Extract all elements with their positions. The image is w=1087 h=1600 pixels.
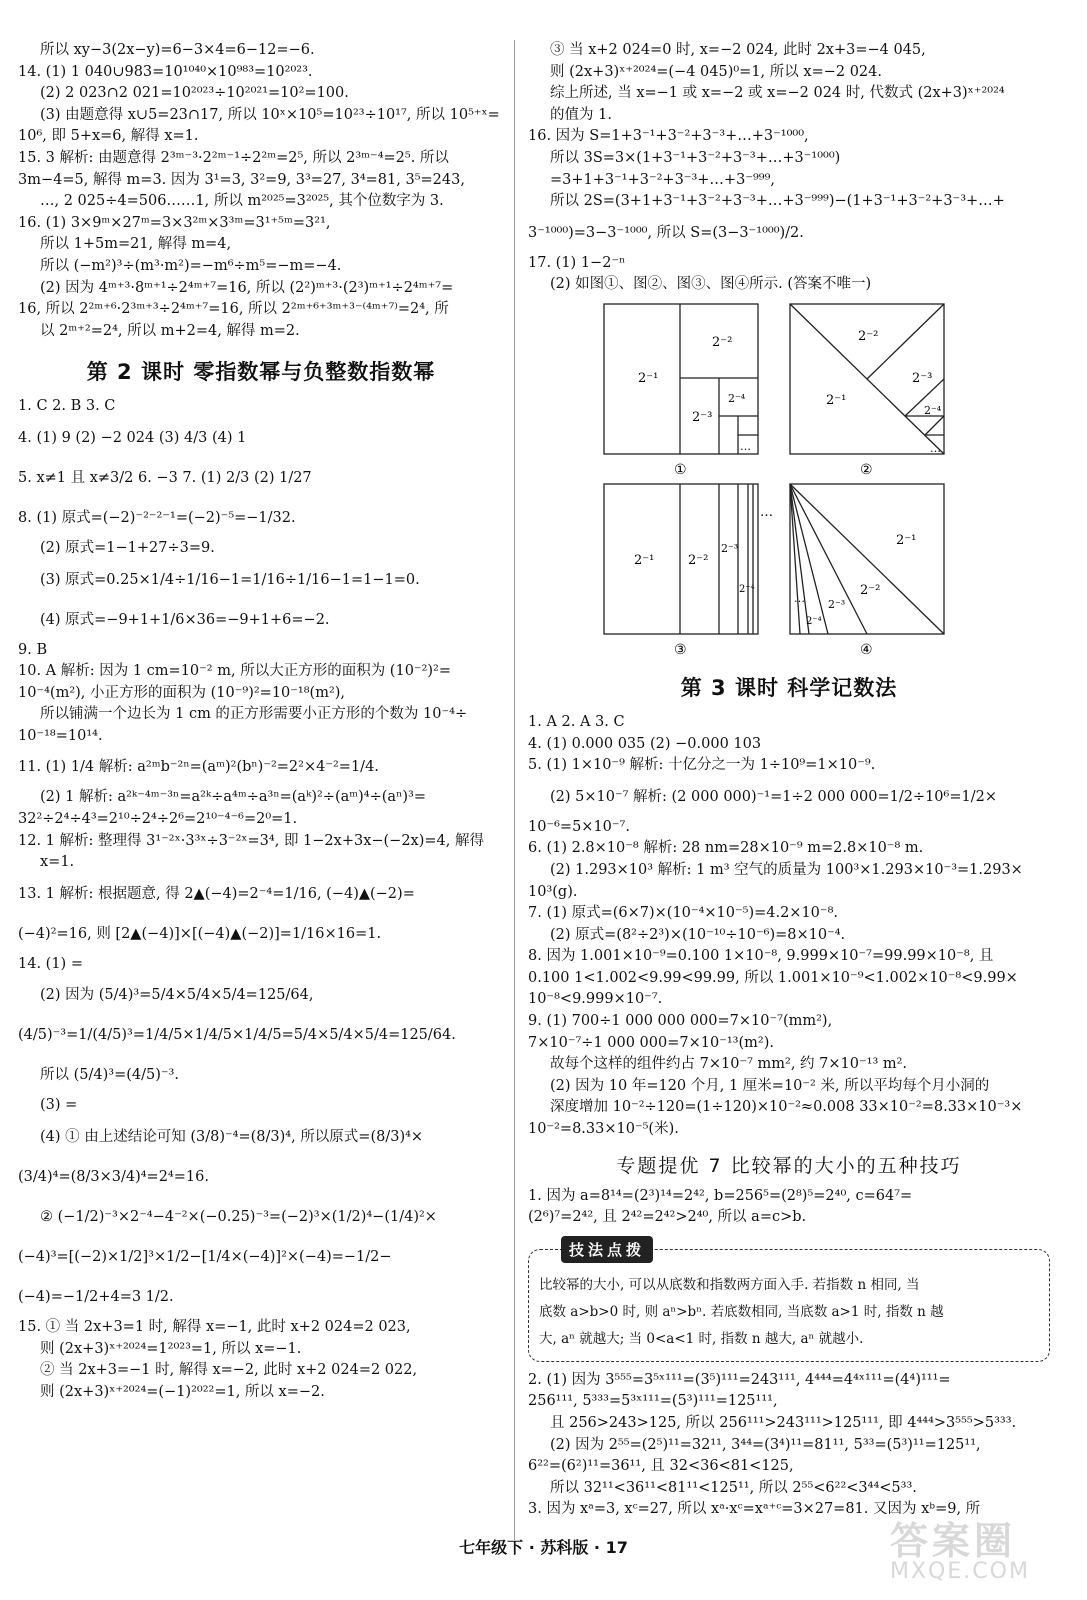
answer-line: 1. A 2. A 3. C xyxy=(528,713,625,730)
answer-line: 2. (1) 因为 3⁵⁵⁵=3⁵ˣ¹¹¹=(3⁵)¹¹¹=243¹¹¹, 4⁴⁴⁴=4⁴ˣ¹¹¹=(4⁴)¹¹¹= xyxy=(528,1371,951,1388)
answer-line: (2) 5×10⁻⁷ 解析: (2 000 000)⁻¹=1÷2 000 000=1/2÷10⁶=1/2× xyxy=(550,788,997,805)
answer-line: 10⁻⁴(m²), 小正方形的面积为 (10⁻⁹)²=10⁻¹⁸(m²), xyxy=(18,684,346,701)
fig2-dots: … xyxy=(930,441,941,455)
answer-line: 1. C 2. B 3. C xyxy=(18,398,116,415)
answer-line: 15. 3 解析: 由题意得 2³ᵐ⁻³·2²ᵐ⁻¹÷2²ᵐ=2⁵, 所以 2³ᵐ⁻⁴=2⁵. 所以 xyxy=(18,149,449,166)
answer-line: (−4)²=16, 则 [2▲(−4)]×[(−4)▲(−2)]=1/16×16=1. xyxy=(18,925,382,942)
answer-line: 16. (1) 3×9ᵐ×27ᵐ=3×3²ᵐ×3³ᵐ=3¹⁺⁵ᵐ=3²¹, xyxy=(18,214,331,231)
fig3-label-sixteenth: 2⁻⁴ xyxy=(739,583,755,595)
answer-line: 17. (1) 1−2⁻ⁿ xyxy=(528,254,626,271)
answer-line: 10³(g). xyxy=(528,883,578,900)
figure-1 xyxy=(604,304,758,454)
topic-heading: 专题提优 7 比较幂的大小的五种技巧 xyxy=(616,1154,962,1177)
figure-4 xyxy=(790,484,944,634)
tip-lines xyxy=(539,1272,1039,1353)
answer-line: 10⁻⁶=5×10⁻⁷. xyxy=(528,818,630,835)
answer-line: 则 (2x+3)ˣ⁺²⁰²⁴=(−1)²⁰²²=1, 所以 x=−2. xyxy=(40,1383,325,1400)
answer-line: 5. x≠1 且 x≠3/2 6. −3 7. (1) 2/3 (2) 1/27 xyxy=(18,469,312,486)
answer-line: 14. (1) = xyxy=(18,955,83,972)
answer-line: (3/4)⁴=(8/3×3/4)⁴=2⁴=16. xyxy=(18,1169,209,1186)
right-answers-middle xyxy=(528,712,1050,1141)
watermark-text: 答案圈 xyxy=(890,1519,1017,1563)
answer-line: (2) 因为 (5/4)³=5/4×5/4×5/4=125/64, xyxy=(40,987,314,1004)
answer-line: 0.100 1<1.002<9.99<99.99, 所以 1.001×10⁻⁹<1.002×10⁻⁸<9.99× xyxy=(528,969,1018,986)
answer-line: 3. 因为 xᵃ=3, xᶜ=27, 所以 xᵃ·xᶜ=xᵃ⁺ᶜ=3×27=81. 又因为 xᵇ=9, 所 xyxy=(528,1501,981,1518)
answer-line: 所以 (−m²)³÷(m³·m²)=−m⁶÷m⁵=−m=−4. xyxy=(40,257,342,274)
fig2-label-eighth: 2⁻³ xyxy=(912,370,933,386)
answer-line: 综上所述, 当 x=−1 或 x=−2 或 x=−2 024 时, 代数式 (2x+3)ˣ⁺²⁰²⁴ xyxy=(550,85,1005,102)
answer-line: 4. (1) 9 (2) −2 024 (3) 4/3 (4) 1 xyxy=(18,429,247,446)
answer-line: 所以 (5/4)³=(4/5)⁻³. xyxy=(40,1067,179,1084)
answer-line: 所以铺满一个边长为 1 cm 的正方形需要小正方形的个数为 10⁻⁴÷ xyxy=(40,706,468,723)
answer-line: 且 256>243>125, 所以 256¹¹¹>243¹¹¹>125¹¹¹, 即 4⁴⁴⁴>3⁵⁵⁵>5³³³. xyxy=(550,1415,1017,1431)
tip-line: 底数 a>b>0 时, 则 aⁿ>bⁿ. 若底数相同, 当底数 a>1 时, 指数 n 越 xyxy=(539,1303,944,1320)
answer-line: 11. (1) 1/4 解析: a²ᵐb⁻²ⁿ=(aᵐ)²(bⁿ)⁻²=2²×4⁻²=1/4. xyxy=(18,759,379,776)
right-answers-topic-1 xyxy=(528,1186,1050,1229)
answer-line: 4. (1) 0.000 035 (2) −0.000 103 xyxy=(528,735,762,752)
fig1-label-eighth: 2⁻³ xyxy=(692,409,713,425)
fig1-caption: ① xyxy=(674,461,687,478)
tip-line: 大, aⁿ 就越大; 当 0<a<1 时, 指数 n 越大, aⁿ 就越小. xyxy=(539,1330,864,1347)
answer-line: ③ 当 x+2 024=0 时, x=−2 024, 此时 2x+3=−4 045, xyxy=(550,42,926,58)
answer-line: x=1. xyxy=(40,854,75,871)
answer-line: (4/5)⁻³=1/(4/5)³=1/4/5×1/4/5×1/4/5=5/4×5/4×5/4=125/64. xyxy=(18,1027,456,1044)
answer-line: 3m−4=5, 解得 m=3. 因为 3¹=3, 3²=9, 3³=27, 3⁴=81, 3⁵=243, xyxy=(18,171,465,188)
fig4-dots: … xyxy=(794,591,805,605)
figure-3 xyxy=(604,484,758,634)
answer-line: (3) = xyxy=(40,1097,78,1114)
fig3-caption: ③ xyxy=(674,641,687,658)
answer-line: 3⁻¹⁰⁰⁰)=3−3⁻¹⁰⁰⁰, 所以 S=(3−3⁻¹⁰⁰⁰)/2. xyxy=(528,224,804,241)
answer-line: 6. (1) 2.8×10⁻⁸ 解析: 28 nm=28×10⁻⁹ m=2.8×10⁻⁸ m. xyxy=(528,840,924,857)
answer-line: 256¹¹¹, 5³³³=5³ˣ¹¹¹=(5³)¹¹¹=125¹¹¹, xyxy=(528,1393,778,1410)
fig3-label-quarter: 2⁻² xyxy=(688,552,709,568)
fig4-label-quarter: 2⁻² xyxy=(860,582,881,598)
fig4-caption: ④ xyxy=(860,641,873,658)
tip-line: 比较幂的大小, 可以从底数和指数两方面入手. 若指数 n 相同, 当 xyxy=(539,1276,920,1293)
answer-line: 10⁶, 即 5+x=6, 解得 x=1. xyxy=(18,128,199,145)
answer-line: …, 2 025÷4=506……1, 所以 m²⁰²⁵=3²⁰²⁵, 其个位数字为 3. xyxy=(40,193,444,210)
answer-line: 7×10⁻⁷÷1 000 000=7×10⁻¹³(m²). xyxy=(528,1034,774,1051)
answer-line: 9. (1) 700÷1 000 000 000=7×10⁻⁷(mm²), xyxy=(528,1013,833,1030)
right-answers-top xyxy=(528,40,1050,296)
right-column xyxy=(528,40,1050,1521)
answer-line: 32²÷2⁴÷4³=2¹⁰÷2⁴÷2⁶=2¹⁰⁻⁴⁻⁶=2⁰=1. xyxy=(18,811,298,828)
answer-line: 16. 因为 S=1+3⁻¹+3⁻²+3⁻³+…+3⁻¹⁰⁰⁰, xyxy=(528,128,809,145)
answer-line: 12. 1 解析: 整理得 3¹⁻²ˣ·3³ˣ÷3⁻²ˣ=3⁴, 即 1−2x+3x−(−2x)=4, 解得 xyxy=(18,832,484,849)
answer-line: 所以 1+5m=21, 解得 m=4, xyxy=(40,236,232,253)
answer-line: 所以 2S=(3+1+3⁻¹+3⁻²+3⁻³+…+3⁻⁹⁹⁹)−(1+3⁻¹+3⁻²+3⁻³+…+ xyxy=(550,193,1005,210)
tip-title: 技法点拨 xyxy=(561,1236,653,1263)
section-heading-lesson-3: 第 3 课时 科学记数法 xyxy=(680,675,898,700)
answer-line: (2) 原式=1−1+27÷3=9. xyxy=(40,539,215,556)
right-answers-topic-rest xyxy=(528,1370,1050,1521)
answer-line: ② 当 2x+3=−1 时, 解得 x=−2, 此时 x+2 024=2 022, xyxy=(40,1362,418,1379)
answer-line: (2) 因为 4ᵐ⁺³·8ᵐ⁺¹÷2⁴ᵐ⁺⁷=16, 所以 (2²)ᵐ⁺³·(2³)ᵐ⁺¹÷2⁴ᵐ⁺⁷= xyxy=(40,279,454,296)
fig1-label-sixteenth: 2⁻⁴ xyxy=(728,391,746,405)
answer-line: 13. 1 解析: 根据题意, 得 2▲(−4)=2⁻⁴=1/16, (−4)▲(−2)= xyxy=(18,885,415,902)
answer-line: =3+1+3⁻¹+3⁻²+3⁻³+…+3⁻⁹⁹⁹, xyxy=(550,171,775,188)
fig4-label-eighth: 2⁻³ xyxy=(828,597,846,611)
fig2-label-half: 2⁻¹ xyxy=(826,392,847,408)
answer-line: (4) ① 由上述结论可知 (3/8)⁻⁴=(8/3)⁴, 所以原式=(8/3)⁴× xyxy=(40,1129,424,1146)
answer-line: 16, 所以 2²ᵐ⁺⁶·2³ᵐ⁺³÷2⁴ᵐ⁺⁷=16, 所以 2²ᵐ⁺⁶⁺³ᵐ⁺³⁻⁽⁴ᵐ⁺⁷⁾=2⁴, 所 xyxy=(18,301,449,318)
figures-svg xyxy=(600,302,1000,658)
answer-line: (−4)=−1/2+4=3 1/2. xyxy=(18,1289,174,1306)
answer-line: (3) 由题意得 x∪5=23∩17, 所以 10ˣ×10⁵=10²³÷10¹⁷, 所以 10⁵⁺ˣ= xyxy=(40,106,500,123)
answer-line: (4) 原式=−9+1+1/6×36=−9+1+6=−2. xyxy=(40,611,330,628)
section-heading-lesson-2: 第 2 课时 零指数幂与负整数指数幂 xyxy=(86,360,436,385)
answer-line: 则 (2x+3)ˣ⁺²⁰²⁴=(−4 045)⁰=1, 所以 x=−2 024. xyxy=(550,63,882,80)
answer-line: 故每个这样的组件约占 7×10⁻⁷ mm², 约 7×10⁻¹³ m². xyxy=(550,1056,908,1073)
answer-line: (−4)³=[(−2)×1/2]³×1/2−[1/4×(−4)]²×(−4)=−1/2− xyxy=(18,1249,392,1266)
answer-line: 1. 因为 a=8¹⁴=(2³)¹⁴=2⁴², b=256⁵=(2⁸)⁵=2⁴⁰, c=64⁷= xyxy=(528,1187,913,1204)
watermark-url: MXQE.COM xyxy=(890,1559,1030,1584)
answer-line: 10⁻⁸<9.999×10⁻⁷. xyxy=(528,991,663,1008)
answer-line: 所以 32¹¹<36¹¹<81¹¹<125¹¹, 所以 2⁵⁵<6²²<3⁴⁴<5³³. xyxy=(550,1479,917,1496)
answer-line: 9. B xyxy=(18,641,48,658)
fig3-label-eighth: 2⁻³ xyxy=(721,541,739,555)
answer-line: (3) 原式=0.25×1/4÷1/16−1=1/16÷1/16−1=1−1=0. xyxy=(40,571,420,588)
left-column xyxy=(18,40,504,1403)
answer-line: (2) 因为 2⁵⁵=(2⁵)¹¹=32¹¹, 3⁴⁴=(3⁴)¹¹=81¹¹, 5³³=(5³)¹¹=125¹¹, xyxy=(550,1436,981,1453)
fig4-label-half: 2⁻¹ xyxy=(896,532,917,548)
answer-line: 7. (1) 原式=(6×7)×(10⁻⁴×10⁻⁵)=4.2×10⁻⁸. xyxy=(528,905,838,922)
fig2-label-sixteenth: 2⁻⁴ xyxy=(924,403,942,417)
fig2-caption: ② xyxy=(860,461,873,478)
answer-line: 8. (1) 原式=(−2)⁻²⁻²⁻¹=(−2)⁻⁵=−1/32. xyxy=(18,509,296,526)
tip-box xyxy=(528,1240,1050,1362)
fig2-label-quarter: 2⁻² xyxy=(858,328,879,344)
answer-line: 5. (1) 1×10⁻⁹ 解析: 十亿分之一为 1÷10⁹=1×10⁻⁹. xyxy=(528,757,876,774)
fig3-dots: … xyxy=(760,504,773,520)
left-answers-bottom xyxy=(18,396,504,1403)
answer-line: 10⁻²=8.33×10⁻⁵(米). xyxy=(528,1121,679,1138)
left-answers-top xyxy=(18,40,504,342)
answer-line: 8. 因为 1.001×10⁻⁹=0.100 1×10⁻⁸, 9.999×10⁻⁷=99.99×10⁻⁸, 且 xyxy=(528,948,994,965)
answer-line: (2) 1.293×10³ 解析: 1 m³ 空气的质量为 100³×1.293×10⁻³=1.293× xyxy=(550,861,1023,878)
fig3-label-half: 2⁻¹ xyxy=(634,552,655,568)
answer-line: (2) 1 解析: a²ᵏ⁻⁴ᵐ⁻³ⁿ=a²ᵏ÷a⁴ᵐ÷a³ⁿ=(aᵏ)²÷(aᵐ)⁴÷(aⁿ)³= xyxy=(40,789,426,806)
fig1-label-half: 2⁻¹ xyxy=(638,370,659,386)
answer-line: 所以 xy−3(2x−y)=6−3×4=6−12=−6. xyxy=(40,42,315,58)
answer-line: 的值为 1. xyxy=(550,106,612,123)
figure-group xyxy=(528,302,1050,658)
answer-line: 15. ① 当 2x+3=1 时, 解得 x=−1, 此时 x+2 024=2 023, xyxy=(18,1319,411,1336)
answer-line: ② (−1/2)⁻³×2⁻⁴−4⁻²×(−0.25)⁻³=(−2)³×(1/2)⁴−(1/4)²× xyxy=(40,1209,437,1226)
answer-line: (2) 如图①、图②、图③、图④所示. (答案不唯一) xyxy=(550,276,872,293)
watermark xyxy=(890,1510,1030,1584)
answer-line: 14. (1) 1 040∪983=10¹⁰⁴⁰×10⁹⁸³=10²⁰²³. xyxy=(18,63,313,80)
answer-line: (2) 原式=(8²÷2³)×(10⁻¹⁰÷10⁻⁶)=8×10⁻⁴. xyxy=(550,926,846,943)
answer-line: 10. A 解析: 因为 1 cm=10⁻² m, 所以大正方形的面积为 (10⁻²)²= xyxy=(18,663,452,680)
answer-line: 10⁻¹⁸=10¹⁴. xyxy=(18,727,103,744)
fig1-label-quarter: 2⁻² xyxy=(712,334,733,350)
answer-line: 以 2ᵐ⁺²=2⁴, 所以 m+2=4, 解得 m=2. xyxy=(40,322,300,339)
answer-line: (2) 因为 10 年=120 个月, 1 厘米=10⁻² 米, 所以平均每个月小洞的 xyxy=(550,1077,990,1094)
fig4-label-sixteenth: 2⁻⁴ xyxy=(806,615,822,627)
answer-line: 则 (2x+3)ˣ⁺²⁰²⁴=1²⁰²³=1, 所以 x=−1. xyxy=(40,1340,302,1357)
fig1-dots: … xyxy=(740,439,751,453)
column-divider xyxy=(514,40,515,1540)
page-footer: 七年级下 · 苏科版 · 17 xyxy=(459,1538,628,1557)
answer-line: (2⁶)⁷=2⁴², 且 2⁴²=2⁴²>2⁴⁰, 所以 a=c>b. xyxy=(528,1209,807,1226)
answer-line: 所以 3S=3×(1+3⁻¹+3⁻²+3⁻³+…+3⁻¹⁰⁰⁰) xyxy=(550,149,841,166)
answer-line: 6²²=(6²)¹¹=36¹¹, 且 32<36<81<125, xyxy=(528,1458,794,1475)
answer-line: 深度增加 10⁻²÷120=(1÷120)×10⁻²≈0.008 33×10⁻²=8.33×10⁻³× xyxy=(550,1099,1023,1116)
answer-line: (2) 2 023∩2 021=10²⁰²³÷10²⁰²¹=10²=100. xyxy=(40,85,349,102)
